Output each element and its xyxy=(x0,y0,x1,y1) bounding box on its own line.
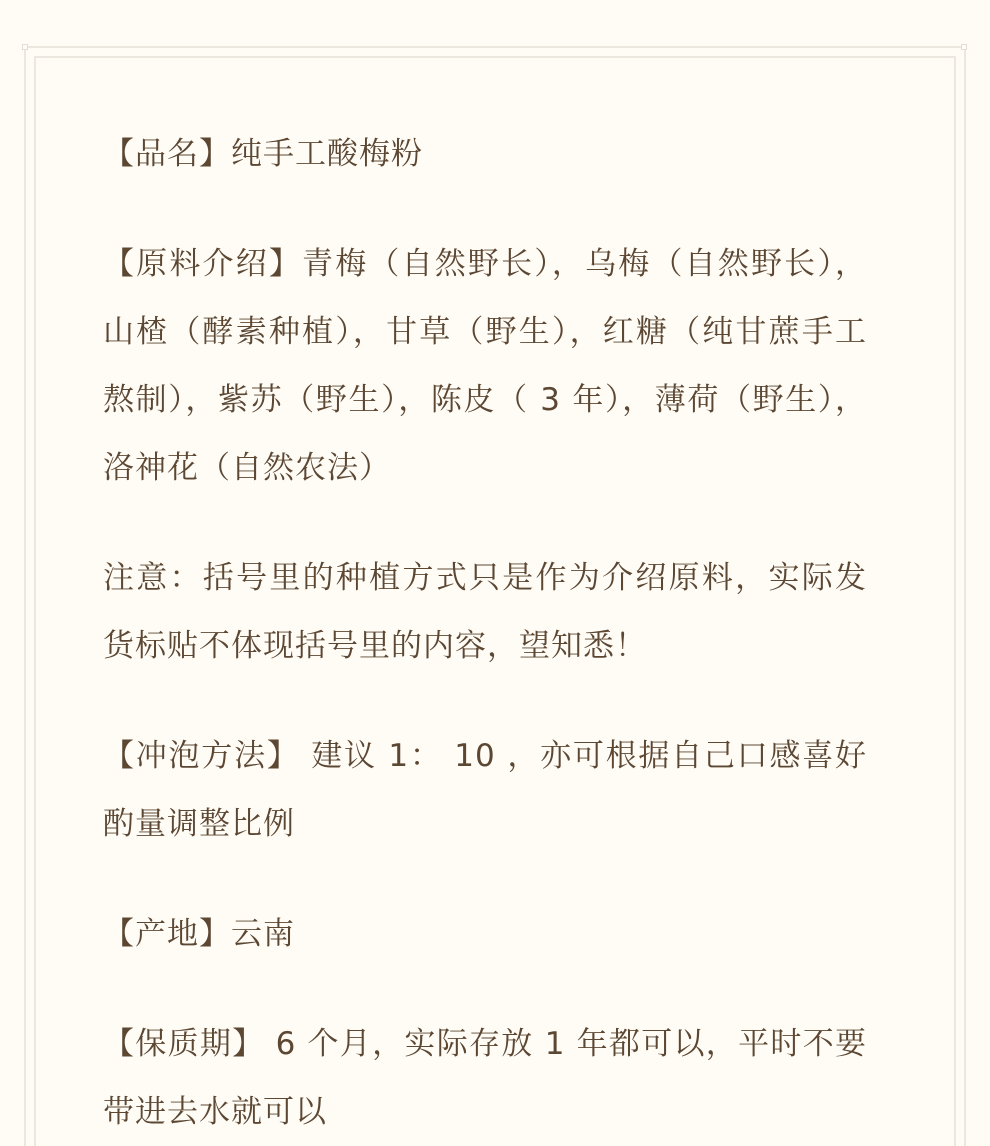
origin-line: 【产地】云南 xyxy=(103,916,295,952)
product-name-line: 【品名】纯手工酸梅粉 xyxy=(103,136,423,172)
note-line: 注意：括号里的种植方式只是作为介绍原料，实际发货标贴不体现括号里的内容，望知悉！ xyxy=(103,560,867,664)
product-info-text xyxy=(103,120,867,1146)
frame-corner-top-left xyxy=(22,44,28,50)
frame-corner-top-right xyxy=(961,44,967,50)
shelf-life-line: 【保质期】 6 个月，实际存放 1 年都可以，平时不要带进去水就可以 xyxy=(103,1026,867,1130)
ingredients-line: 【原料介绍】青梅（自然野长），乌梅（自然野长），山楂（酵素种植），甘草（野生），红糖（纯甘蔗手工熬制），紫苏（野生），陈皮（ 3 年），薄荷（野生），洛神花（自然农法） xyxy=(103,246,867,486)
brewing-method-line: 【冲泡方法】 建议 1： 10 ，亦可根据自己口感喜好酌量调整比例 xyxy=(103,738,867,842)
